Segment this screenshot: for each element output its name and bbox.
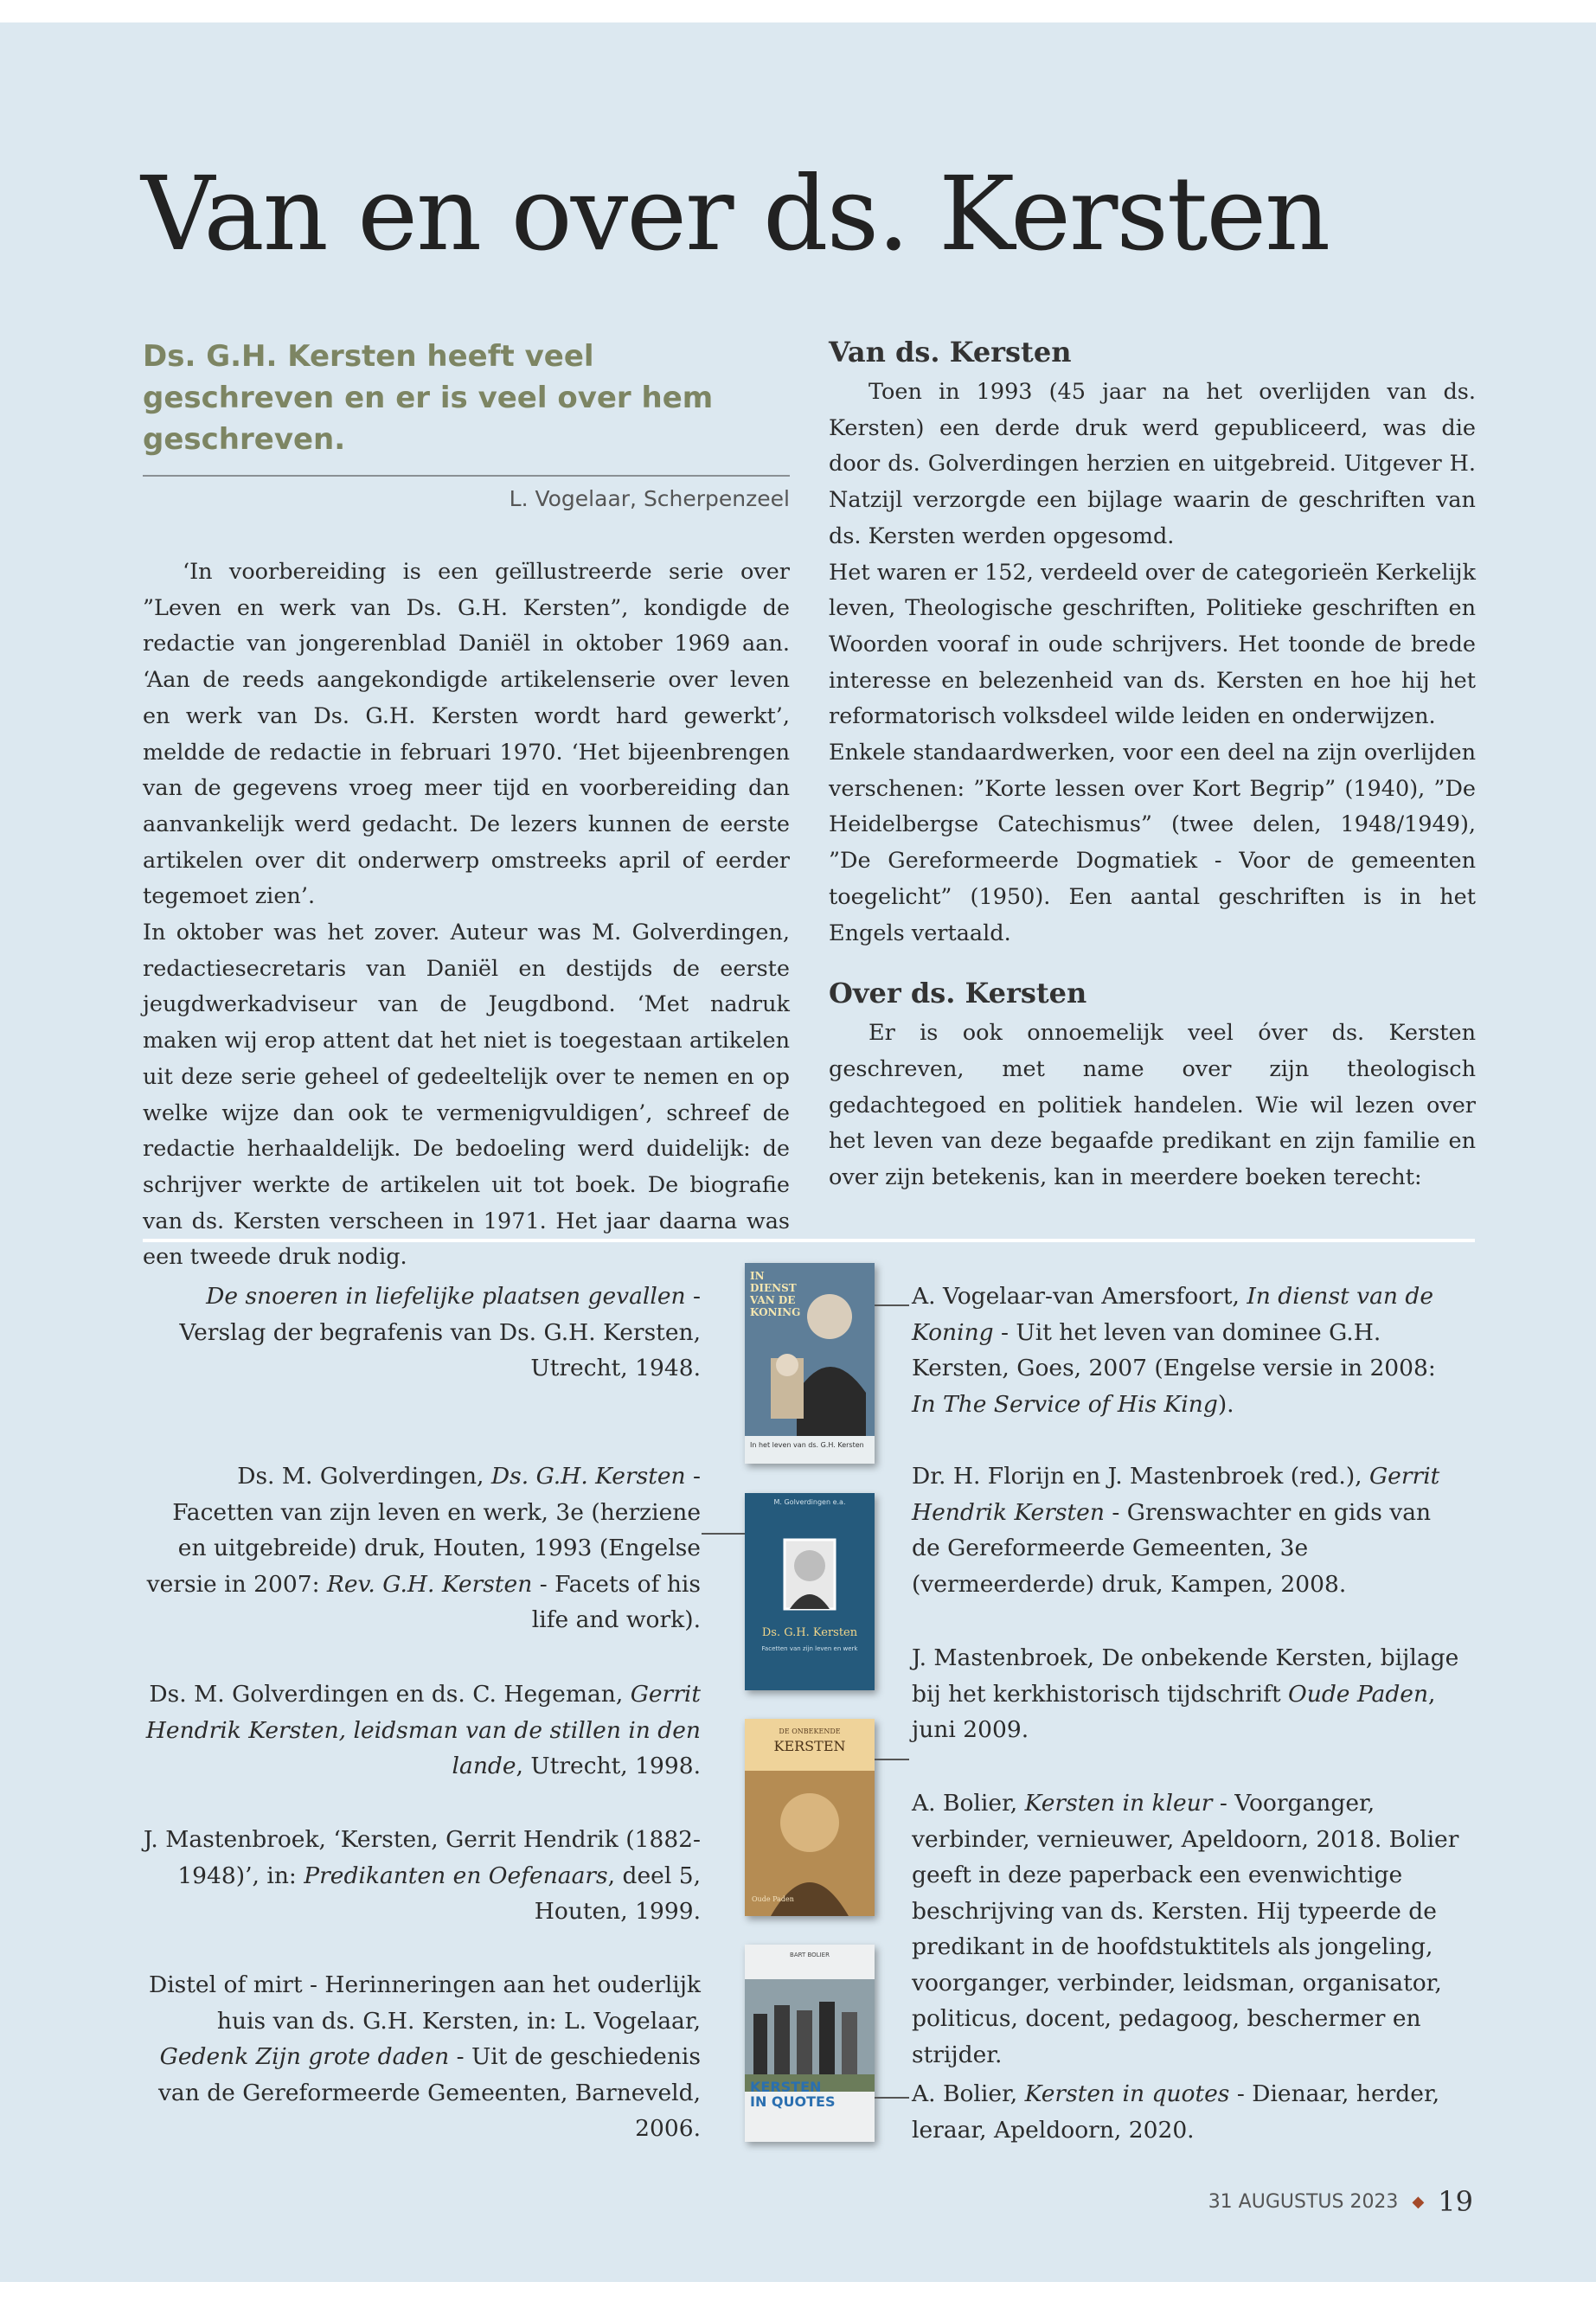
connector-line [702,1533,745,1535]
reference-item: Ds. M. Golverdingen en ds. C. Hegeman, Gerrit Hendrik Kersten, leidsman van de stillen in den lande, Utrecht, 1998. [145,1681,701,1779]
body-paragraph: Enkele standaardwerken, voor een deel na zijn overlijden verschenen: ”Korte lessen over Kort Begrip” (1940), ”De Heidelbergse Catechismus” (twee delen, 1948/1949), ”De Gereformeerde Dogmatiek - Voor de gemeenten toegelicht” (1950). Een aantal geschriften is in het Engels vertaald. [829,740,1476,946]
cover-author: BART BOLIER [790,1952,830,1958]
book-cover-ds-gh-kersten [745,1493,875,1690]
author-byline: L. Vogelaar, Scherpenzeel [509,486,790,511]
book-cover-in-dienst-van-de-koning [745,1263,875,1464]
cover-art [745,1493,875,1690]
issue-date: 31 AUGUSTUS 2023 [1208,2190,1399,2213]
reference-item: A. Bolier, Kersten in quotes - Dienaar, herder, leraar, Apeldoorn, 2020. [912,2080,1440,2144]
book-cover-de-onbekende-kersten [745,1719,875,1916]
reference-item: De snoeren in liefelijke plaatsen gevallen - Verslag der begrafenis van Ds. G.H. Kersten, Utrecht, 1948. [179,1283,701,1381]
body-paragraph: Het waren er 152, verdeeld over de categorieën Kerkelijk leven, Theologische geschriften, Politieke geschriften en Woorden vooraf in oude schrijvers. Het toonde de brede interesse en belezenheid van ds. Kersten en hoe hij het reformatorisch volksdeel wilde leiden en onderwijzen. [829,559,1476,730]
reference-item: J. Mastenbroek, De onbekende Kersten, bijlage bij het kerkhistorisch tijdschrift Oude Paden, juni 2009. [912,1644,1459,1743]
bottom-margin [0,2282,1596,2301]
page-title: Van en over ds. Kersten [141,154,1330,273]
cover-title: Ds. G.H. Kersten [761,1626,858,1639]
cover-overtitle: DE ONBEKENDE [779,1727,841,1735]
body-paragraph: Er is ook onnoemelijk veel óver ds. Kersten geschreven, met name over zijn theologisch gedachtegoed en politiek handelen. Wie wil lezen over het leven van deze begaafde predikant en zijn familie en over zijn betekenis, kan in meerdere boeken terecht: [829,1020,1476,1191]
section-divider [143,1239,1475,1242]
book-cover-kersten-in-quotes [745,1945,875,2142]
connector-line [875,1304,909,1306]
section-heading-over: Over ds. Kersten [829,977,1087,1010]
cover-subtitle: Facetten van zijn leven en werk [761,1645,858,1652]
reference-item: J. Mastenbroek, ‘Kersten, Gerrit Hendrik (1882-1948)’, in: Predikanten en Oefenaars, deel 5, Houten, 1999. [143,1826,701,1925]
cover-title: KERSTEN IN QUOTES [750,2079,836,2110]
cover-publisher: Oude Paden [752,1895,794,1903]
page-number: 19 [1438,2185,1473,2218]
cover-art [745,1945,875,2142]
author-rule [143,475,790,477]
cover-title: IN DIENST VAN DE KONING [750,1270,801,1318]
section-heading-van: Van ds. Kersten [829,336,1072,369]
body-paragraph: ‘In voorbereiding is een geïllustreerde serie over ”Leven en werk van Ds. G.H. Kersten”, kondigde de redactie van jongerenblad Daniël in oktober 1969 aan. ‘Aan de reeds aangekondigde artikelenserie over leven en werk van Ds. G.H. Kersten wordt hard gewerkt’, meldde de redactie in februari 1970. ‘Het bijeenbrengen van de gegevens vroeg meer tijd en voorbereiding dan aanvankelijk werd gedacht. De lezers kunnen de eerste artikelen over dit onderwerp omstreeks april of eerder tegemoet zien’. [143,559,790,910]
connector-line [875,2097,909,2099]
lead-text: Ds. G.H. Kersten heeft veel geschreven en er is veel over hem geschreven. [143,339,714,457]
reference-item: A. Bolier, Kersten in kleur - Voorganger, verbinder, vernieuwer, Apeldoorn, 2018. Bolier geeft in deze paperback een evenwichtige beschrijving van ds. Kersten. Hij typeerde de predikant in de hoofdstuktitels als jongeling, voorganger, verbinder, leidsman, organisator, politicus, docent, pedagoog, beschermer en strijder. [912,1790,1459,2068]
body-paragraph: Toen in 1993 (45 jaar na het overlijden van ds. Kersten) een derde druk werd gepubliceerd, was die door ds. Golverdingen herzien en uitgebreid. Uitgever H. Natzijl verzorgde een bijlage waarin de geschriften van ds. Kersten werden opgesomd. [829,379,1476,549]
top-margin [0,0,1596,22]
left-column [143,554,790,1276]
diamond-icon: ◆ [1412,2192,1425,2211]
page-footer [1208,2185,1473,2218]
right-column [829,330,1476,1196]
reference-item: A. Vogelaar-van Amersfoort, In dienst van de Koning - Uit het leven van dominee G.H. Kersten, Goes, 2007 (Engelse versie in 2008: In The Service of His King). [912,1283,1436,1418]
cover-title: KERSTEN [773,1738,846,1754]
body-paragraph: In oktober was het zover. Auteur was M. Golverdingen, redactiesecretaris van Daniël en destijds de eerste jeugdwerkadviseur van de Jeugdbond. ‘Met nadruk maken wij erop attent dat het niet is toegestaan artikelen uit deze serie geheel of gedeeltelijk over te nemen en op welke wijze dan ook te vermenigvuldigen’, schreef de redactie herhaaldelijk. De bedoeling werd duidelijk: de schrijver werkte de artikelen uit tot boek. De biografie van ds. Kersten verscheen in 1971. Het jaar daarna was een tweede druk nodig. [143,920,790,1271]
cover-author: M. Golverdingen e.a. [773,1498,846,1506]
reference-item: Ds. M. Golverdingen, Ds. G.H. Kersten - Facetten van zijn leven en werk, 3e (herziene en uitgebreide) druk, Houten, 1993 (Engelse versie in 2007: Rev. G.H. Kersten - Facets of his life and work). [146,1463,701,1633]
reference-item: Distel of mirt - Herinneringen aan het ouderlijk huis van ds. G.H. Kersten, in: L. Vogelaar, Gedenk Zijn grote daden - Uit de geschiedenis van de Gereformeerde Gemeenten, Barneveld, 2006. [148,1971,701,2142]
cover-subtitle: In het leven van ds. G.H. Kersten [750,1441,864,1449]
connector-line [875,1759,909,1760]
reference-item: Dr. H. Florijn en J. Mastenbroek (red.), Gerrit Hendrik Kersten - Grenswachter en gids van de Gereformeerde Gemeenten, 3e (vermeerderde) druk, Kampen, 2008. [912,1463,1440,1598]
